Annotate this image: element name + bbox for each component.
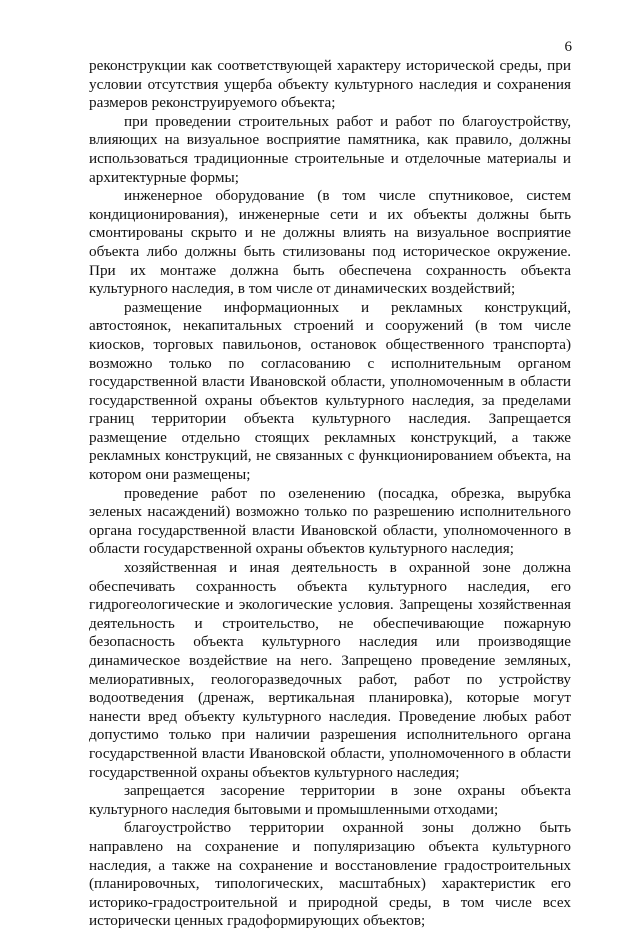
document-body [89,57,571,931]
paragraph-territory-improvement: благоустройство территории охранной зоны должно быть направлено на сохранение и популяризацию объекта культурного наследия, а также на сохранение и восстановление градостроительных (планировочных, типологических, масштабных) характеристик его историко-градостроительной и природной среды, в том числе всех исторически ценных градоформирующих объектов; [89,819,571,930]
page-number: 6 [564,39,572,55]
paragraph-landscaping: проведение работ по озеленению (посадка, обрезка, вырубка зеленых насаждений) возможно только по разрешению исполнительного органа государственной власти Ивановской области, уполномоченного в области государственной охраны объектов культурного наследия; [89,484,571,558]
paragraph-waste-prohibition: запрещается засорение территории в зоне охраны объекта культурного наследия бытовыми и промышленными отходами; [89,782,571,818]
paragraph-economic-activity: хозяйственная и иная деятельность в охранной зоне должна обеспечивать сохранность объекта культурного наследия, его гидрогеологические и экологические условия. Запрещены хозяйственная деятельность и строительство, не обеспечивающие пожарную безопасность объекта культурного наследия или производящие динамическое воздействие на него. Запрещено проведение земляных, мелиоративных, геологоразведочных работ, работ по устройству водоотведения (дренаж, вертикальная планировка), которые могут нанести вред объекту культурного наследия. Проведение любых работ допустимо только при наличии разрешения исполнительного органа государственной власти Ивановской области, уполномоченного в области государственной охраны объектов культурного наследия; [89,559,571,781]
paragraph-reconstruction-continuation: реконструкции как соответствующей характеру исторической среды, при условии отсутствия ущерба объекту культурного наследия и сохранения размеров реконструируемого объекта; [89,57,571,112]
paragraph-construction-materials: при проведении строительных работ и работ по благоустройству, влияющих на визуальное восприятие памятника, как правило, должны использоваться традиционные строительные и отделочные материалы и архитектурные формы; [89,112,571,186]
paragraph-engineering-equipment: инженерное оборудование (в том числе спутниковое, систем кондиционирования), инженерные сети и их объекты должны быть смонтированы скрыто и не должны влиять на визуальное восприятие объекта либо должны быть стилизованы под историческое окружение. При их монтаже должна быть обеспечена сохранность объекта культурного наследия, в том числе от динамических воздействий; [89,187,571,298]
paragraph-advertising-structures: размещение информационных и рекламных конструкций, автостоянок, некапитальных строений и сооружений (в том числе киосков, торговых павильонов, остановок общественного транспорта) возможно только по согласованию с исполнительным органом государственной власти Ивановской области, уполномоченным в области государственной охраны объектов культурного наследия, за пределами границ территории объекта культурного наследия. Запрещается размещение отдельно стоящих рекламных конструкций, а также рекламных конструкций, не связанных с функционированием объекта, на котором они размещены; [89,298,571,484]
